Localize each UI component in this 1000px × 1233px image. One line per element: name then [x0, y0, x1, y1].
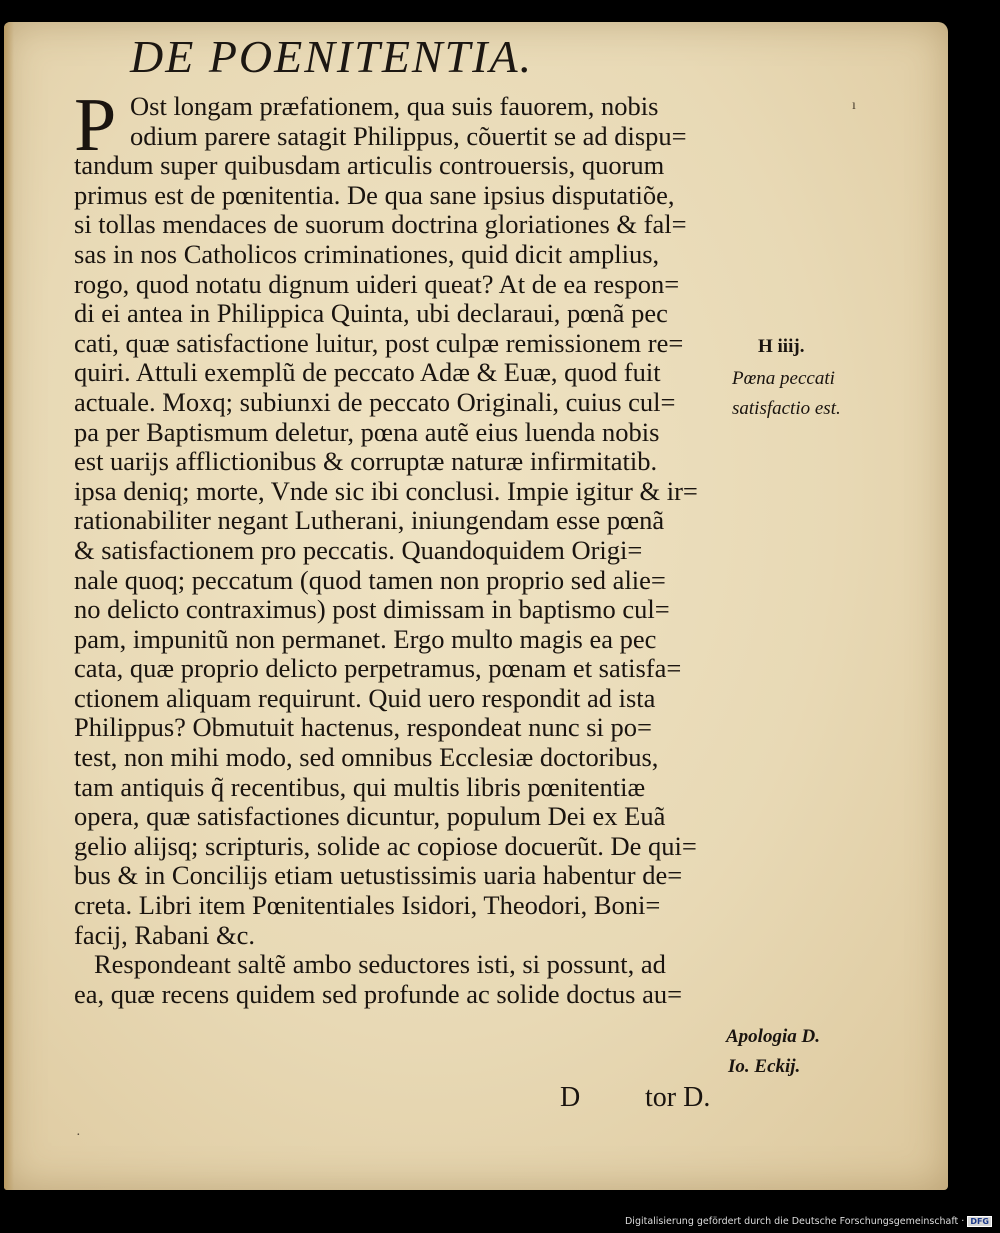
text-line: di ei antea in Philippica Quinta, ubi declaraui, pœnã pec [74, 298, 668, 329]
page-edge-shadow [4, 22, 14, 1190]
text-line: tam antiquis q̃ recentibus, qui multis libris pœnitentiæ [74, 771, 646, 802]
running-heading: DE POENITENTIA. [130, 31, 534, 82]
margin-note-reference: H iiij. [758, 336, 805, 357]
text-line: ctionem aliquam requirunt. Quid uero respondit ad ista [74, 682, 656, 713]
text-line: cata, quæ proprio delicto perpetramus, pœnam et satisfa= [74, 653, 682, 684]
body-text [74, 83, 734, 1009]
text-line: rogo, quod notatu dignum uideri queat? At de ea respon= [74, 268, 680, 299]
text-line: Ost longam præfationem, qua suis fauorem, nobis [130, 91, 659, 121]
text-line: ipsa deniq; morte, Vnde sic ibi conclusi. Impie igitur & ir= [74, 475, 698, 506]
margin-note: satisfactio est. [732, 398, 841, 419]
text-line: creta. Libri item Pœnitentiales Isidori, Theodori, Boni= [74, 890, 661, 921]
text-line: est uarijs afflictionibus & corruptæ naturæ infirmitatib. [74, 446, 658, 477]
footer-text: Digitalisierung gefördert durch die Deutsche Forschungsgemeinschaft [624, 1215, 959, 1227]
dfg-logo-icon: DFG [967, 1216, 992, 1227]
text-line: odium parere satagit Philippus, cõuertit se ad dispu= [130, 120, 687, 151]
signature-mark: D [560, 1082, 581, 1113]
text-line: cati, quæ satisfactione luitur, post culpæ remissionem re= [74, 327, 684, 358]
text-line: pa per Baptismum deletur, pœna autẽ eius luenda nobis [74, 416, 660, 447]
text-line: Philippus? Obmutuit hactenus, respondeat nunc si po= [74, 712, 652, 743]
text-line: rationabiliter negant Lutherani, iniungendam esse pœnã [74, 505, 665, 536]
drop-cap: P [74, 83, 117, 167]
text-line: facij, Rabani &c. [74, 919, 256, 950]
margin-note: Pœna peccati [732, 368, 835, 389]
text-line: & satisfactionem pro peccatis. Quandoquidem Origi= [74, 534, 643, 565]
digitization-footer: Digitalisierung gefördert durch die Deutsche Forschungsgemeinschaft · DFG [625, 1213, 992, 1229]
text-line: gelio alijsq; scripturis, solide ac copiose docuerũt. De qui= [74, 830, 697, 861]
margin-note: Io. Eckij. [728, 1056, 801, 1077]
paper-speck: · [76, 1128, 81, 1143]
text-line: ea, quæ recens quidem sed profunde ac solide doctus au= [74, 978, 683, 1009]
text-line: no delicto contraximus) post dimissam in baptismo cul= [74, 594, 670, 625]
catchword: tor D. [645, 1082, 711, 1113]
text-line: nale quoq; peccatum (quod tamen non proprio sed alie= [74, 564, 666, 595]
text-line: sas in nos Catholicos criminationes, quid dicit amplius, [74, 238, 660, 269]
text-line: pam, impunitũ non permanet. Ergo multo magis ea pec [74, 623, 657, 654]
text-line: opera, quæ satisfactiones dicuntur, populum Dei ex Euã [74, 801, 666, 832]
text-line: bus & in Concilijs etiam uetustissimis uaria habentur de= [74, 860, 683, 891]
text-line: actuale. Moxq; subiunxi de peccato Originali, cuius cul= [74, 386, 676, 417]
text-line: test, non mihi modo, sed omnibus Ecclesiæ doctoribus, [74, 742, 659, 773]
paper-speck: ı [852, 98, 856, 113]
text-line: Respondeant saltẽ ambo seductores isti, si possunt, ad [94, 949, 666, 980]
margin-note: Apologia D. [726, 1026, 820, 1047]
text-line: primus est de pœnitentia. De qua sane ipsius disputatiõe, [74, 179, 675, 210]
text-line: tandum super quibusdam articulis controuersis, quorum [74, 150, 665, 181]
text-line: quiri. Attuli exemplũ de peccato Adæ & Euæ, quod fuit [74, 357, 661, 388]
text-line: si tollas mendaces de suorum doctrina gloriationes & fal= [74, 209, 687, 240]
